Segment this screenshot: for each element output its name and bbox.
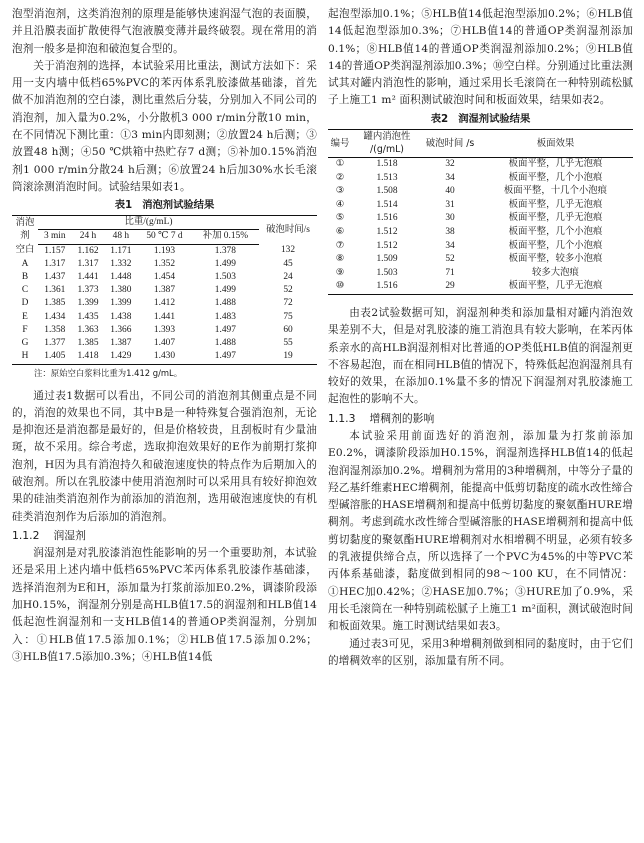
table2-cell-id: ⑩: [328, 280, 352, 294]
table2-cell-effect: 板面平整，几个小泡痕: [508, 172, 603, 183]
table-row: [328, 226, 633, 240]
table2-header-2: 破泡时间 /s: [422, 129, 478, 157]
section-heading-1-1-2: [12, 527, 317, 544]
table2-cell-density: 1.512: [376, 240, 398, 251]
table1-cell-density: 1.162: [77, 245, 99, 256]
table1-cell-time: 19: [259, 350, 317, 364]
table1-cell-density: 1.438: [110, 311, 132, 322]
table-row: [12, 297, 317, 310]
table2-cell-id: ②: [335, 172, 345, 183]
table2-cell-time: 30: [445, 213, 455, 224]
section-title: 增稠剂的影响: [369, 411, 435, 425]
section-heading-1-1-3: [328, 410, 633, 427]
table2-cell-effect: 板面平整，几乎无泡痕: [508, 213, 603, 224]
table1-cell-density: 1.441: [77, 272, 99, 283]
table1-cell-density: 1.358: [44, 324, 66, 335]
table1-cell-agent: F: [22, 324, 28, 335]
table1-cell-density: 1.171: [110, 245, 132, 256]
table2-cell-density: 1.512: [376, 226, 398, 237]
table2-header-1: 罐内消泡性 /(g/mL): [352, 129, 422, 157]
table1-cell-density: 1.380: [110, 285, 132, 296]
table1-cell-density: 1.317: [44, 258, 66, 269]
table1-cell-agent: E: [22, 311, 28, 322]
table2-cell-time: 34: [445, 240, 455, 251]
table2-cell-density: 1.516: [352, 280, 422, 294]
table1-cell-density: 1.454: [153, 272, 176, 283]
table2-cell-density: 1.513: [376, 172, 398, 183]
table1-cell-density: 1.499: [214, 258, 236, 269]
table1-cell-density: 1.435: [77, 311, 99, 322]
table-row: [328, 185, 633, 199]
table2-cell-effect: 板面平整，几乎无泡痕: [508, 199, 603, 210]
table2-caption-title: 润湿剂试验结果: [458, 112, 531, 125]
table1-subheader-4: 补加 0.15%: [192, 230, 259, 244]
table1-cell-density: 1.387: [153, 285, 176, 296]
table1-cell-agent: 空白: [15, 245, 35, 256]
table2-cell-density: 1.518: [376, 158, 398, 169]
table2-cell-time: 38: [445, 226, 455, 237]
table-row: [328, 212, 633, 226]
table2-cell-effect: 板面平整，几个小泡痕: [508, 240, 603, 251]
table1-cell-density: 1.483: [214, 311, 236, 322]
table1-cell-density: 1.405: [38, 350, 72, 364]
table1-cell-density: 1.418: [72, 350, 105, 364]
table1-cell-density: 1.393: [153, 324, 176, 335]
table2-caption: [328, 112, 633, 126]
table1-cell-time: 24: [283, 272, 293, 283]
table-row: [12, 244, 317, 258]
table1-cell-density: 1.157: [44, 245, 66, 256]
table1-cell-density: 1.503: [214, 272, 236, 283]
table2-cell-effect: 板面平整，几个小泡痕: [508, 226, 603, 237]
table2-cell-effect: 板面平整，较多小泡痕: [508, 254, 603, 265]
table1-cell-density: 1.352: [153, 258, 176, 269]
table1-caption-number: 表1: [114, 199, 133, 212]
table-row: [328, 199, 633, 213]
table-row: [12, 284, 317, 297]
table1-cell-agent: D: [21, 298, 29, 309]
table1-cell-density: 1.499: [214, 285, 236, 296]
table1-header-density: 比重/(g/mL): [38, 216, 259, 230]
table2-cell-effect: 板面平整，几乎无泡痕: [508, 158, 603, 169]
table1-cell-density: 1.366: [110, 324, 132, 335]
table-row: [12, 337, 317, 350]
table-row: [328, 172, 633, 186]
table2-cell-time: 34: [445, 172, 455, 183]
table2-cell-time: 40: [445, 186, 455, 197]
table-row: [328, 280, 633, 294]
table1-cell-density: 1.332: [110, 258, 132, 269]
table1-cell-density: 1.437: [44, 272, 66, 283]
table-row: [12, 350, 317, 364]
table1-cell-density: 1.363: [77, 324, 99, 335]
paragraph-table1-analysis: 通过表1数据可以看出，不同公司的消泡剂其侧重点是不同的，消泡的效果也不同，其中B是一种特殊复合强消泡剂，无论是抑泡还是消泡都是最好的，但是价格较贵，且刮板时有少量油斑，故不采用。综合考虑，选取抑泡效果好的E作为前期打浆抑泡剂，H因为具有消泡持久和破泡速度快的特点作为后期加入的破泡剂。所以在乳胶漆中使用消泡剂时可以采用具有较好抑泡效果的硅油类消泡剂作为前添加的消泡剂，选用破泡速度快的有机硅类消泡剂作为后添加的消泡剂。: [12, 389, 317, 523]
table1-cell-density: 1.378: [214, 245, 236, 256]
table2-cell-density: 1.516: [376, 213, 398, 224]
table1-cell-density: 1.430: [137, 350, 191, 364]
table2-cell-time: 29: [422, 280, 478, 294]
table2-cell-density: 1.509: [376, 254, 398, 265]
table1-note: 注：原始空白浆料比重为1.412 g/mL。: [34, 367, 183, 378]
table-row: [328, 253, 633, 267]
table1-cell-density: 1.385: [77, 338, 99, 349]
table2-cell-time: 52: [445, 254, 455, 265]
table-row: [12, 311, 317, 324]
table1-defoamer-results: [12, 215, 317, 364]
table1-cell-time: 75: [283, 311, 293, 322]
section-number: 1.1.3: [328, 411, 356, 425]
table2-cell-effect: 较多大泡痕: [532, 267, 579, 278]
table1-cell-density: 1.317: [77, 258, 99, 269]
table2-cell-effect: 板面平整，几乎无泡痕: [478, 280, 633, 294]
table1-subheader-1: 24 h: [72, 230, 105, 244]
table1-cell-density: 1.385: [44, 298, 66, 309]
table2-cell-effect: 板面平整，十几个小泡痕: [503, 186, 608, 197]
table1-cell-density: 1.373: [77, 285, 99, 296]
table1-cell-agent: B: [21, 272, 29, 283]
table1-caption: [12, 198, 317, 212]
table-row: [12, 271, 317, 284]
table1-cell-time: 132: [280, 245, 296, 256]
table1-subheader-3: 50 ℃ 7 d: [137, 230, 191, 244]
table2-cell-id: ⑧: [335, 254, 345, 265]
table2-cell-density: 1.508: [376, 186, 398, 197]
table2-cell-id: ①: [335, 158, 345, 169]
section-title: 润湿剂: [53, 528, 86, 542]
table1-cell-density: 1.497: [214, 324, 236, 335]
table1-cell-density: 1.434: [44, 311, 66, 322]
table1-cell-density: 1.387: [110, 338, 132, 349]
table2-cell-id: ⑤: [335, 213, 345, 224]
table2-header-0: 编号: [328, 129, 352, 157]
table1-cell-density: 1.377: [44, 338, 66, 349]
table2-caption-number: 表2: [430, 112, 449, 125]
table1-cell-density: 1.488: [214, 338, 236, 349]
table1-cell-density: 1.399: [110, 298, 132, 309]
table-row: [328, 240, 633, 254]
paragraph-defoamer-method: 关于消泡剂的选择，本试验采用比重法，测试方法如下：采用一支内墙中低档65%PVC的苯丙体系乳胶漆做基础漆，首先做不加消泡剂的空白漆，测比重然后分装，分别加入不同公司的消泡剂，加入量为0.2%，小分散机3 000 r/min分散10 min，在不同情况下测比重：①3 min内即刻测；②放置24 h后测；③放置48 h测；④50 ℃烘箱中热贮存7 d测；⑤补加0.15%消泡剂1 000 r/min分散24 h后测；⑥放置24 h后加30%水长毛滚筒滚涂测消泡时间。试验结果如表1。: [12, 59, 317, 193]
table2-cell-density: 1.503: [376, 267, 398, 278]
table-row: [12, 324, 317, 337]
table1-cell-agent: H: [12, 350, 38, 364]
table1-cell-time: 45: [283, 258, 293, 269]
table2-cell-id: ⑦: [335, 240, 345, 251]
section-number: 1.1.2: [12, 528, 40, 542]
table1-header-time: 破泡时间/s: [259, 216, 317, 244]
table2-wetting-results: [328, 129, 633, 295]
paragraph-wetting-agent-continued: 起泡型添加0.1%；⑤HLB值14低起泡型添加0.2%；⑥HLB值14低起泡型添加0.3%；⑦HLB值14的普通OP类润湿剂添加0.1%；⑧HLB值14的普通OP类润湿剂添加0.2%；⑨HLB值14的普通OP类润湿剂添加0.3%；⑩空白样。分别通过比重法测试其对罐内消泡性的影响，通过采用长毛滚筒在一种特别疏松腻子上施工1 m² 面积测试破泡时间和板面效果，结果如表2。: [328, 8, 633, 107]
table2-cell-id: ③: [335, 186, 345, 197]
table1-header-agent: 消泡剂: [12, 216, 38, 244]
table1-cell-density: 1.412: [153, 298, 176, 309]
table1-cell-time: 72: [283, 298, 293, 309]
table1-cell-density: 1.361: [44, 285, 66, 296]
table1-cell-time: 55: [283, 338, 293, 349]
table1-cell-density: 1.407: [153, 338, 176, 349]
table1-cell-time: 52: [283, 285, 293, 296]
table1-subheader-0: 3 min: [38, 230, 72, 244]
table1-cell-density: 1.193: [153, 245, 176, 256]
table1-cell-density: 1.488: [214, 298, 236, 309]
paragraph-table3-analysis: 通过表3可见，采用3种增稠剂做到相同的黏度时，由于它们的增稠效率的区别，添加量有所不同。: [328, 637, 633, 667]
table2-cell-id: ⑥: [335, 226, 345, 237]
table1-caption-title: 消泡剂试验结果: [142, 199, 215, 212]
table1-cell-agent: G: [21, 338, 29, 349]
table2-cell-time: 71: [445, 267, 455, 278]
table1-cell-density: 1.497: [192, 350, 259, 364]
table1-subheader-2: 48 h: [104, 230, 137, 244]
paragraph-defoamer-principle: 泡型消泡剂，这类消泡剂的原理是能够快速润湿气泡的表面膜，并且沿膜表面扩散使得气泡液膜变薄并最终破裂。现在常用的消泡剂一般多是抑泡和破泡复合型的。: [12, 8, 317, 55]
table2-cell-time: 32: [445, 158, 455, 169]
left-column: [12, 6, 317, 666]
paragraph-wetting-agent: 润湿剂是对乳胶漆消泡性能影响的另一个重要助剂，本试验还是采用上述内墙中低档65%PVC苯丙体系乳胶漆作基础漆，选择消泡剂为E和H，添加量为打浆前添加E0.2%，调漆阶段添加H0.15%，润湿剂分别是高HLB值17.5的润湿剂和HLB值14低起泡性润湿剂和一支HLB值14的普通OP类润湿剂，分别加入：①HLB值17.5添加0.1%；②HLB值17.5添加0.2%；③HLB值17.5添加0.3%；④HLB值14低: [12, 547, 317, 663]
table2-cell-time: 31: [445, 199, 455, 210]
table-row: [12, 258, 317, 271]
table1-cell-agent: A: [21, 258, 29, 269]
table1-cell-density: 1.429: [104, 350, 137, 364]
table2-cell-id: ④: [335, 199, 345, 210]
table1-cell-time: 60: [283, 324, 293, 335]
paragraph-thickener: 本试验采用前面选好的消泡剂，添加量为打浆前添加E0.2%，调漆阶段添加H0.15%，润湿剂选择HLB值14的低起泡润湿剂添加0.2%。增稠剂为常用的3种增稠剂，中等分子量的羟乙基纤维素HEC增稠剂，能提高中低剪切黏度的疏水改性缔合型碱溶胀的HASE增稠剂和提高中低剪切黏度的聚氨酯HURE增稠剂。考虑到疏水改性缔合型碱溶胀的HASE增稠剂和提高中低剪切黏度的聚氨酯HURE增稠剂对水相增稠不明显，必须有较多的乳液提供缔合点，所以选择了一个PVC为45%的中等PVC苯丙体系基础漆，黏度做到相同的98～100 KU，在不同情况：①HEC加0.42%；②HASE加0.7%；③HURE加了0.9%，采用长毛滚筒在一种特别疏松腻子上施工1 m²面积，测试破泡时间和板面效果。施工时测试结果如表3。: [328, 429, 633, 633]
table2-header-3: 板面效果: [478, 129, 633, 157]
paragraph-table2-analysis: 由表2试验数据可知，润湿剂种类和添加量相对罐内消泡效果差别不大，但是对乳胶漆的施工消泡具有较大影响，在苯丙体系亲水的高HLB润湿剂相对比普通的OP类低HLB值的润湿剂更不容易起泡，而在相同HLB值的情况下，特殊低起泡润湿剂具有较好的效果，在添加0.1%量不多的情况下润湿剂对乳胶漆施工起泡性的影响不大。: [328, 306, 633, 406]
table1-cell-density: 1.441: [153, 311, 176, 322]
table1-cell-density: 1.448: [110, 272, 132, 283]
table1-cell-agent: C: [21, 285, 29, 296]
table-row: [328, 157, 633, 171]
table1-cell-density: 1.399: [77, 298, 99, 309]
right-column: [328, 6, 633, 670]
table2-cell-id: ⑨: [335, 267, 345, 278]
table2-cell-density: 1.514: [376, 199, 398, 210]
table-row: [328, 267, 633, 281]
